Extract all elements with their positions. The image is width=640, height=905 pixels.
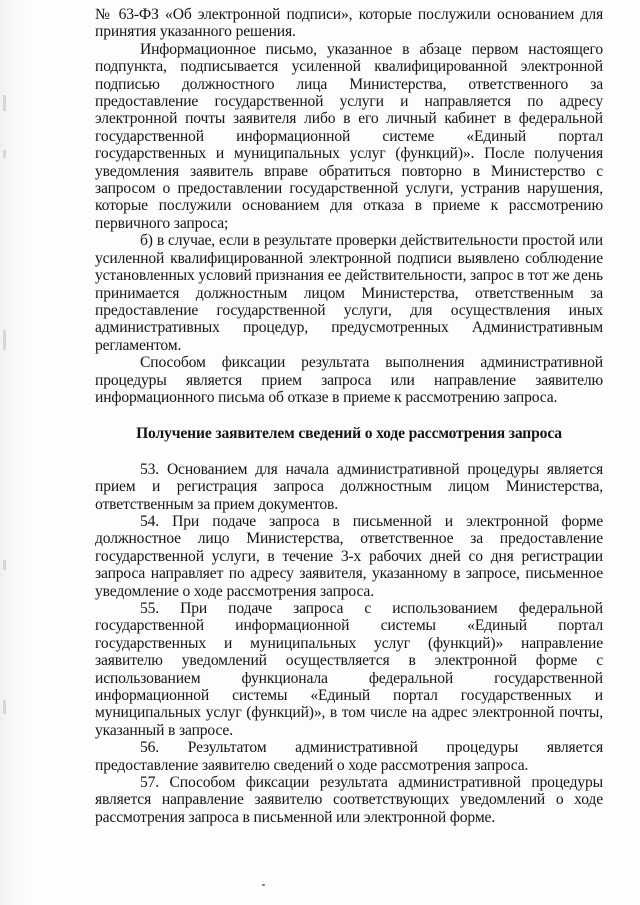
paragraph-fixation: Способом фиксации результата выполнения административной процедуры является прием запроса или направление заявителю информационного письма об отказе в приеме к рассмотрению запроса. [95, 354, 603, 406]
paragraph-53: 53. Основанием для начала административной процедуры является прием и регистрация запроса должностным лицом Министерства, ответственным за прием документов. [95, 460, 603, 513]
scan-artifact [3, 700, 6, 714]
document-body [95, 6, 603, 826]
paragraph-b: б) в случае, если в результате проверки действительности простой или усиленной квалифицированной электронной подписи выявлено соблюдение установленных условий признания ее действительности, запрос в тот же день принимается должностным лицом Министерства, ответственным за предоставление государственной услуги, для осуществления иных административных процедур, предусмотренных Административным регламентом. [95, 232, 603, 354]
paragraph-55: 55. При подаче запроса с использованием федеральной государственной информационной системы «Единый портал государственных и муниципальных услуг (функций)» направление заявителю уведомлений осуществляется в электронной форме с использованием функционала федеральной государственной информационной системы «Единый портал государственных и муниципальных услуг (функций)», в том числе на адрес электронной почты, указанный в запросе. [95, 600, 603, 739]
paragraph-56: 56. Результатом административной процедуры является предоставление заявителю сведений о ходе рассмотрения запроса. [95, 739, 603, 774]
paragraph-57: 57. Способом фиксации результата административной процедуры является направление заявителю соответствующих уведомлений о ходе рассмотрения запроса в письменной или электронной форме. [95, 774, 603, 826]
scan-shadow-edge [0, 0, 30, 905]
paragraph-54: 54. При подаче запроса в письменной и электронной форме должностное лицо Министерства, ответственное за предоставление государственной услуги, в течение 3-х рабочих дней со дня регистрации запроса направляет по адресу заявителя, указанному в запросе, письменное уведомление о ходе рассмотрения запроса. [95, 512, 603, 600]
scan-artifact [3, 150, 6, 158]
scan-artifact [3, 95, 6, 111]
paragraph-information-letter: Информационное письмо, указанное в абзаце первом настоящего подпункта, подписывается усиленной квалифицированной электронной подписью должностного лица Министерства, ответственного за предоставление государственной услуги и направляется по адресу электронной почты заявителя либо в его личный кабинет в федеральной государственной информационной системе «Единый портал государственных и муниципальных услуг (функций)». После получения уведомления заявитель вправе обратиться повторно в Министерство с запросом о предоставлении государственной услуги, устранив нарушения, которые послужили основанием для отказа в приеме к рассмотрению первичного запроса; [95, 40, 603, 232]
section-heading: Получение заявителем сведений о ходе рассмотрения запроса [136, 425, 562, 443]
scan-dot-artifact [262, 884, 265, 886]
scan-artifact [3, 560, 6, 570]
paragraph-fz63-continuation: № 63-ФЗ «Об электронной подписи», которые послужили основанием для принятия указанного решения. [95, 6, 603, 41]
scan-artifact [3, 330, 6, 350]
